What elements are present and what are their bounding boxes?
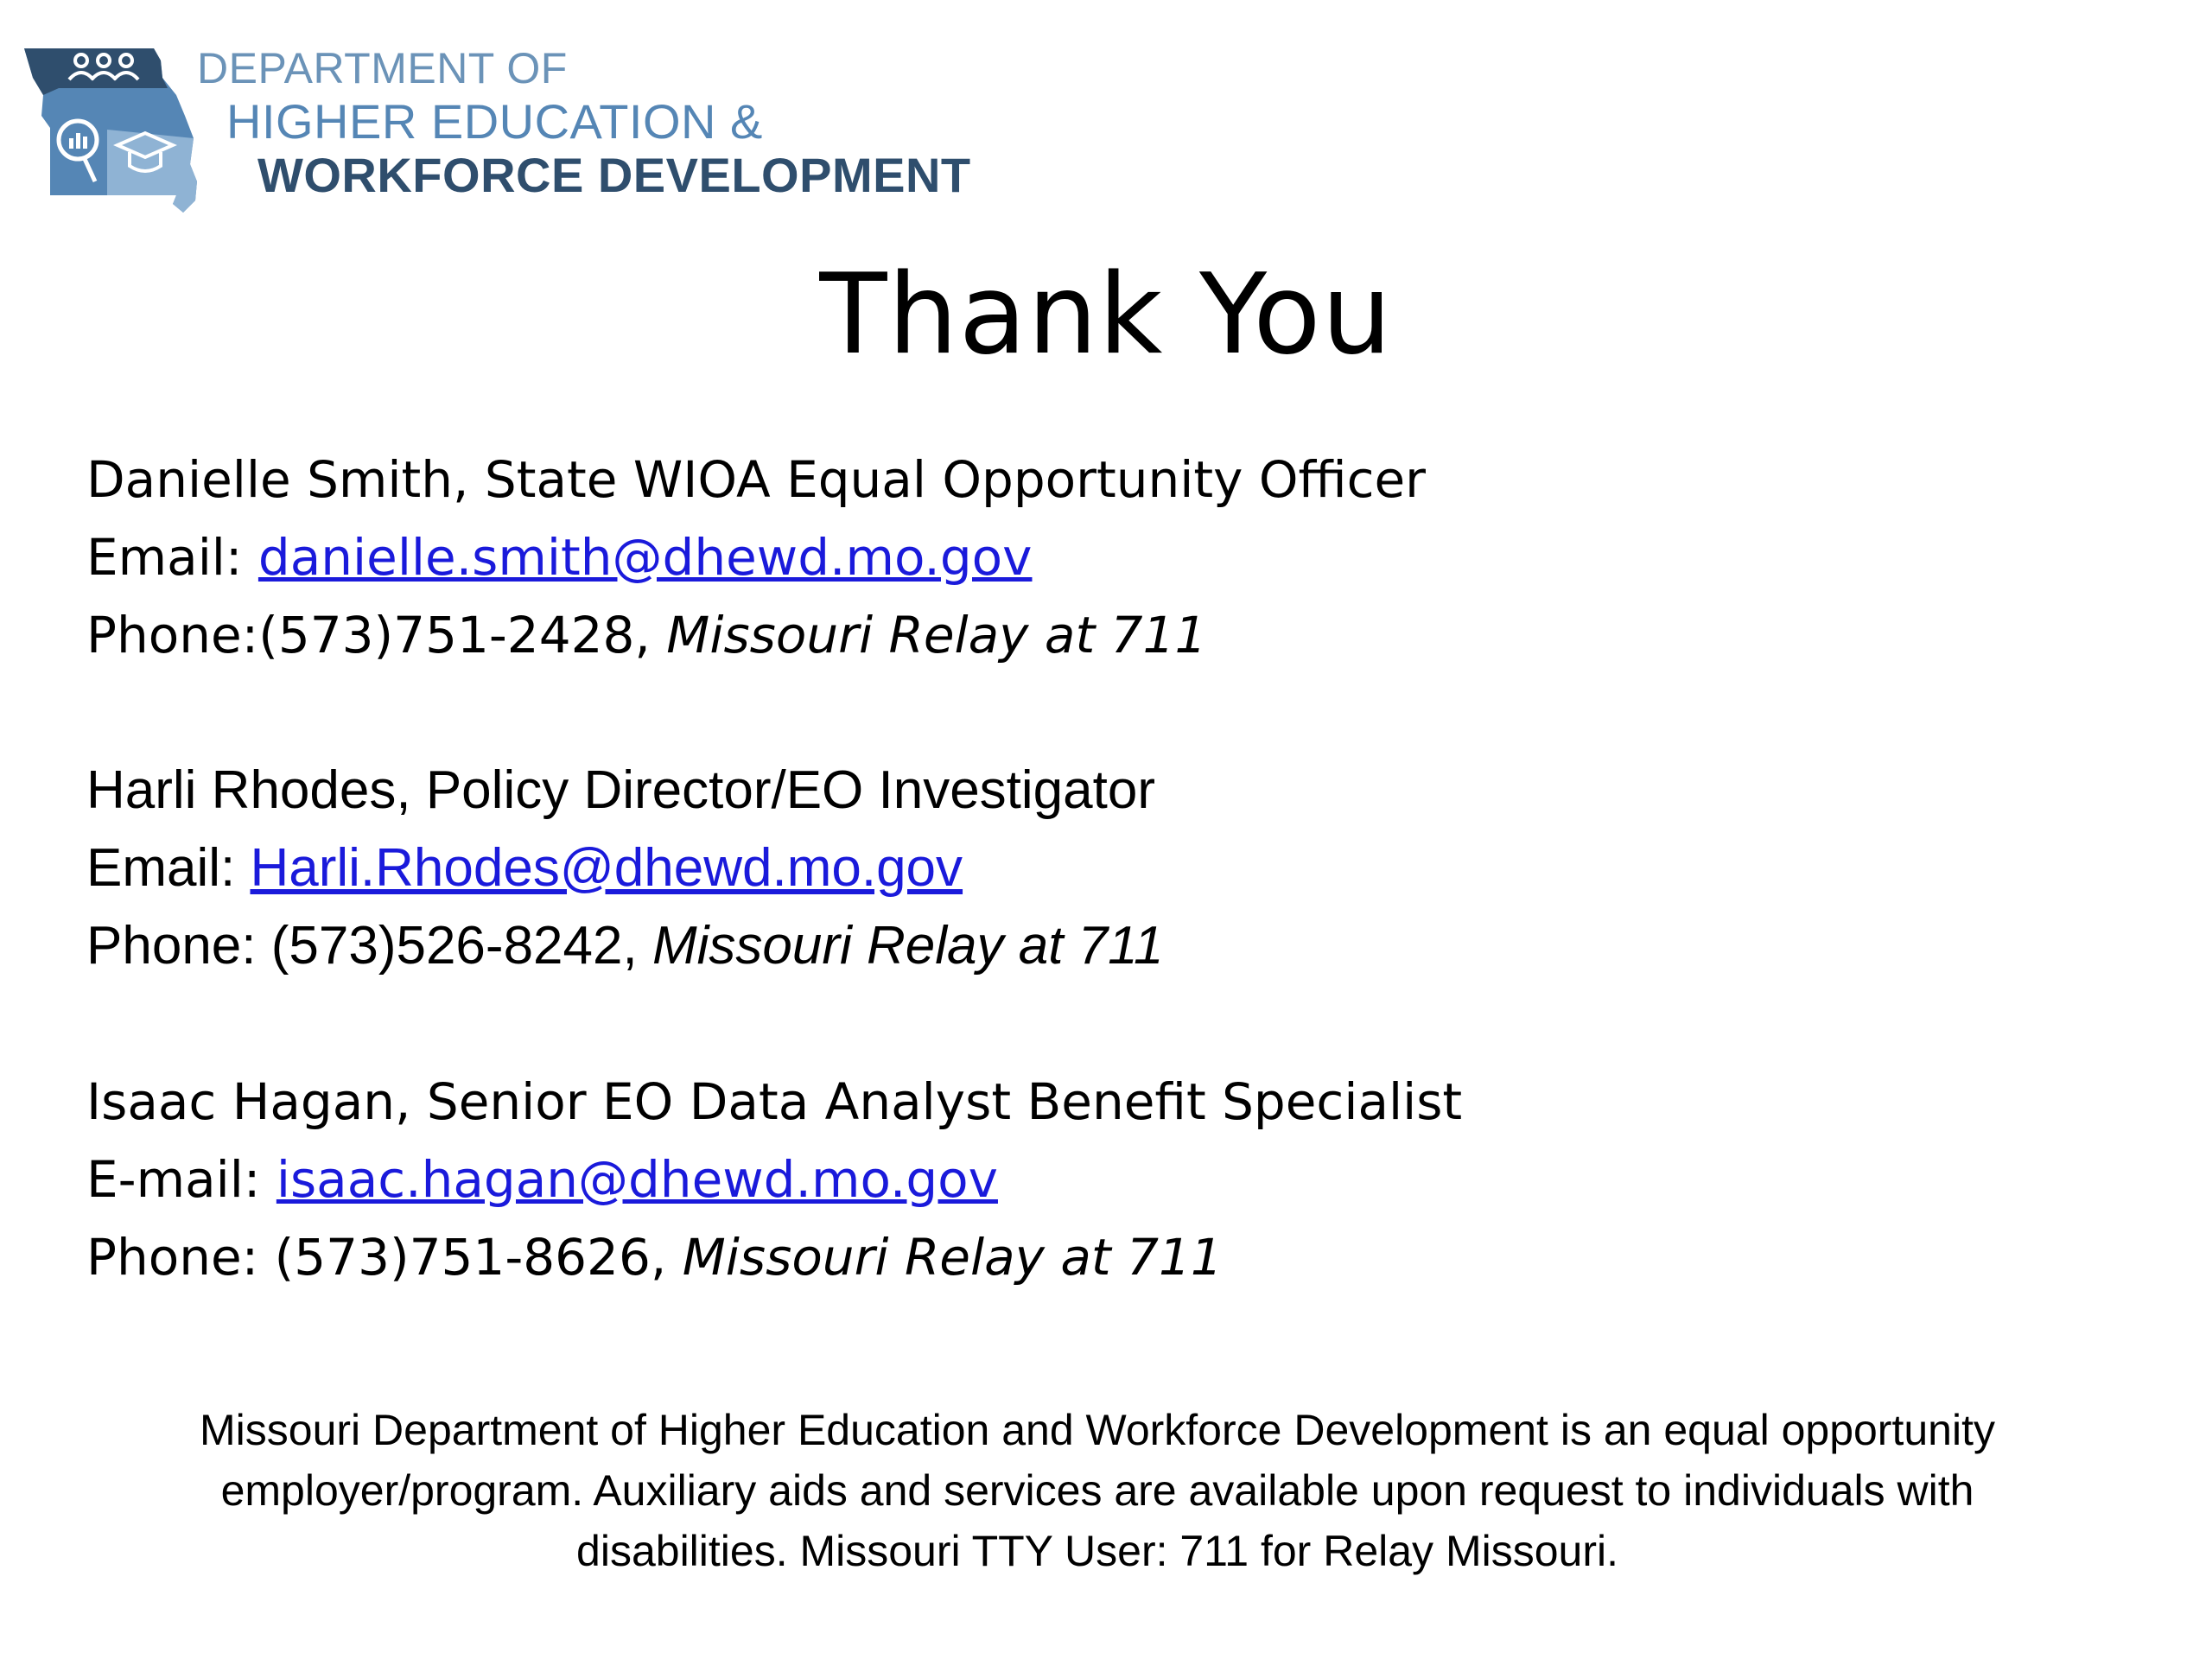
- email-label: E-mail:: [86, 1150, 276, 1209]
- contact-phone-line: [86, 1218, 1815, 1296]
- equal-opportunity-statement: [104, 1400, 2091, 1581]
- department-logo: [24, 43, 971, 216]
- contact-email-line: [86, 1141, 1815, 1218]
- contact-email-line: [86, 518, 1815, 596]
- relay-info: Missouri Relay at 711: [682, 1228, 1223, 1287]
- relay-info: Missouri Relay at 711: [666, 606, 1207, 664]
- footer-line: Missouri Department of Higher Education and Workforce Development is an equal opportunity: [200, 1406, 1995, 1454]
- logo-wordmark: [171, 43, 971, 216]
- contact-phone-line: [86, 596, 1815, 674]
- contact-phone-line: [86, 907, 1815, 985]
- email-link[interactable]: Harli.Rhodes@dhewd.mo.gov: [250, 838, 963, 898]
- phone-number: (573)751-2428,: [258, 606, 667, 664]
- contact-isaac-hagan: [86, 1063, 1815, 1296]
- logo-line-higher-education: HIGHER EDUCATION &: [226, 94, 763, 149]
- footer-line: employer/program. Auxiliary aids and services are available upon request to individuals with: [220, 1466, 1974, 1515]
- contact-email-line: [86, 830, 1815, 907]
- contact-name: Danielle Smith, State WIOA Equal Opportunity Officer: [86, 450, 1427, 509]
- email-label: Email:: [86, 528, 258, 587]
- phone-label: Phone:: [86, 606, 259, 664]
- logo-line-department: DEPARTMENT OF: [197, 44, 568, 92]
- email-link[interactable]: danielle.smith@dhewd.mo.gov: [257, 528, 1033, 587]
- contact-harli-rhodes: [86, 752, 1815, 985]
- contact-danielle-smith: [86, 441, 1815, 674]
- phone-label: Phone:: [86, 916, 271, 976]
- page-title: Thank You: [819, 251, 1393, 379]
- relay-info: Missouri Relay at 711: [652, 916, 1164, 976]
- email-link[interactable]: isaac.hagan@dhewd.mo.gov: [276, 1150, 998, 1209]
- phone-number: (573)751-8626,: [274, 1228, 683, 1287]
- contact-name: Harli Rhodes, Policy Director/EO Investigator: [86, 760, 1156, 820]
- email-label: Email:: [86, 838, 251, 898]
- phone-number: (573)526-8242,: [270, 916, 652, 976]
- footer-line: disabilities. Missouri TTY User: 711 for Relay Missouri.: [576, 1527, 1618, 1575]
- contact-name: Isaac Hagan, Senior EO Data Analyst Benefit Specialist: [86, 1072, 1463, 1131]
- phone-label: Phone:: [86, 1228, 275, 1287]
- logo-line-workforce: WORKFORCE DEVELOPMENT: [257, 148, 971, 202]
